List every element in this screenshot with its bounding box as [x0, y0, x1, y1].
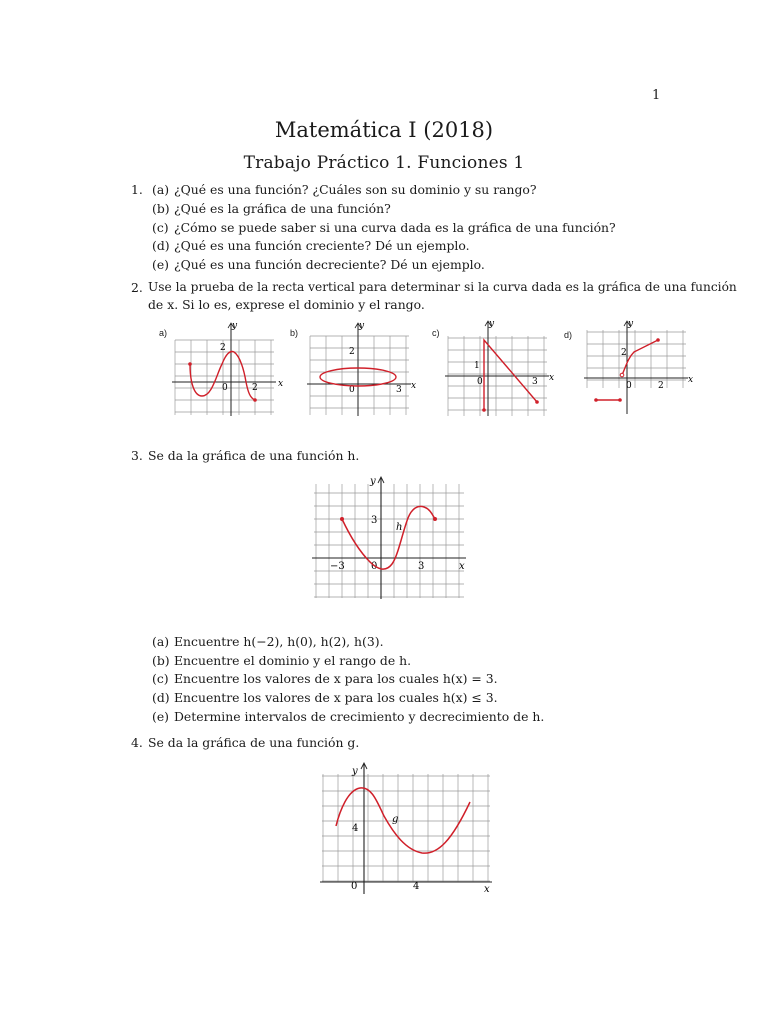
x-tick-label: 0	[477, 377, 483, 387]
x-tick-label: 3	[396, 385, 402, 395]
curve-label: g	[392, 814, 399, 825]
q3-item-d: (d) Encuentre los valores de x para los cuales h(x) ≤ 3.	[152, 690, 498, 705]
curve	[484, 340, 537, 410]
document-subtitle: Trabajo Práctico 1. Funciones 1	[243, 153, 525, 173]
q1-item-a: (a) ¿Qué es una función? ¿Cuáles son su dominio y su rango?	[152, 182, 537, 197]
x-tick-label: 4	[413, 881, 420, 892]
curve-g	[336, 788, 470, 853]
x-tick-label: −3	[330, 561, 345, 572]
curve-label: h	[396, 522, 403, 533]
document-title: Matemática I (2018)	[274, 118, 494, 142]
y-axis-label: y	[489, 319, 495, 329]
endpoint	[433, 517, 437, 521]
panel-a-label: a)	[159, 328, 168, 338]
x-axis-label: x	[688, 375, 694, 385]
x-tick-label: 2	[658, 381, 664, 391]
x-axis-label: x	[484, 884, 490, 895]
question-number: 2.	[131, 280, 143, 295]
x-axis-label: x	[278, 379, 284, 389]
panel-d-label: d)	[564, 330, 573, 340]
x-tick-label: 0	[626, 381, 632, 391]
y-tick-label: 3	[371, 515, 378, 526]
question-number: 3.	[131, 448, 143, 463]
q3-text: Se da la gráfica de una función h.	[148, 448, 360, 463]
y-tick-label: 2	[220, 343, 226, 353]
x-tick-label: 0	[349, 385, 355, 395]
open-endpoint	[620, 373, 624, 377]
endpoint	[482, 408, 486, 412]
page-number: 1	[652, 88, 661, 103]
grid	[322, 774, 490, 882]
q1-item-b: (b) ¿Qué es la gráfica de una función?	[152, 201, 391, 216]
x-tick-label: 0	[351, 881, 358, 892]
endpoint	[188, 362, 192, 366]
q4-text: Se da la gráfica de una función g.	[148, 735, 360, 750]
y-axis-label: y	[352, 766, 358, 777]
x-tick-label: 2	[252, 383, 258, 393]
endpoint	[253, 398, 257, 402]
y-tick-label: 2	[621, 348, 627, 358]
q1-item-d: (d) ¿Qué es una función creciente? Dé un ejemplo.	[152, 238, 470, 253]
grid	[314, 484, 464, 598]
y-tick-label: 2	[349, 347, 355, 357]
curve-h	[342, 506, 435, 569]
graph-d	[582, 318, 692, 418]
question-number: 1.	[131, 182, 143, 197]
graph-a	[170, 320, 284, 420]
graph-h	[308, 474, 472, 600]
question-number: 4.	[131, 735, 143, 750]
x-tick-label: 0	[371, 561, 378, 572]
y-tick-label: 1	[474, 361, 480, 371]
endpoint	[618, 398, 622, 402]
y-axis-label: y	[232, 321, 238, 331]
grid	[587, 330, 686, 388]
endpoint	[594, 398, 598, 402]
endpoint	[535, 400, 539, 404]
x-axis-label: x	[411, 381, 417, 391]
graph-b	[305, 320, 415, 420]
panel-c-label: c)	[432, 328, 440, 338]
y-axis-label: y	[359, 321, 365, 331]
q3-item-c: (c) Encuentre los valores de x para los cuales h(x) = 3.	[152, 671, 498, 686]
endpoint	[340, 517, 344, 521]
panel-b-label: b)	[290, 328, 299, 338]
y-axis-label: y	[628, 319, 634, 329]
q3-item-e: (e) Determine intervalos de crecimiento y decrecimiento de h.	[152, 709, 545, 724]
grid	[310, 336, 409, 415]
x-axis-label: x	[459, 561, 465, 572]
q1-item-e: (e) ¿Qué es una función decreciente? Dé un ejemplo.	[152, 257, 485, 272]
q2-text-line-1: Use la prueba de la recta vertical para determinar si la curva dada es la gráfica de una función	[148, 280, 737, 294]
q3-item-b: (b) Encuentre el dominio y el rango de h.	[152, 653, 412, 668]
y-tick-label: 4	[352, 823, 359, 834]
q3-item-a: (a) Encuentre h(−2), h(0), h(2), h(3).	[152, 634, 384, 649]
graph-c	[443, 318, 553, 418]
q2-text-line-2: de x. Si lo es, exprese el dominio y el rango.	[148, 297, 425, 312]
x-tick-label: 3	[418, 561, 425, 572]
q1-item-c: (c) ¿Cómo se puede saber si una curva dada es la gráfica de una función?	[152, 220, 616, 235]
endpoint	[656, 338, 660, 342]
x-tick-label: 0	[222, 383, 228, 393]
x-tick-label: 3	[532, 377, 538, 387]
x-axis-label: x	[549, 373, 555, 383]
y-axis-label: y	[370, 476, 376, 487]
graph-g	[318, 760, 498, 896]
